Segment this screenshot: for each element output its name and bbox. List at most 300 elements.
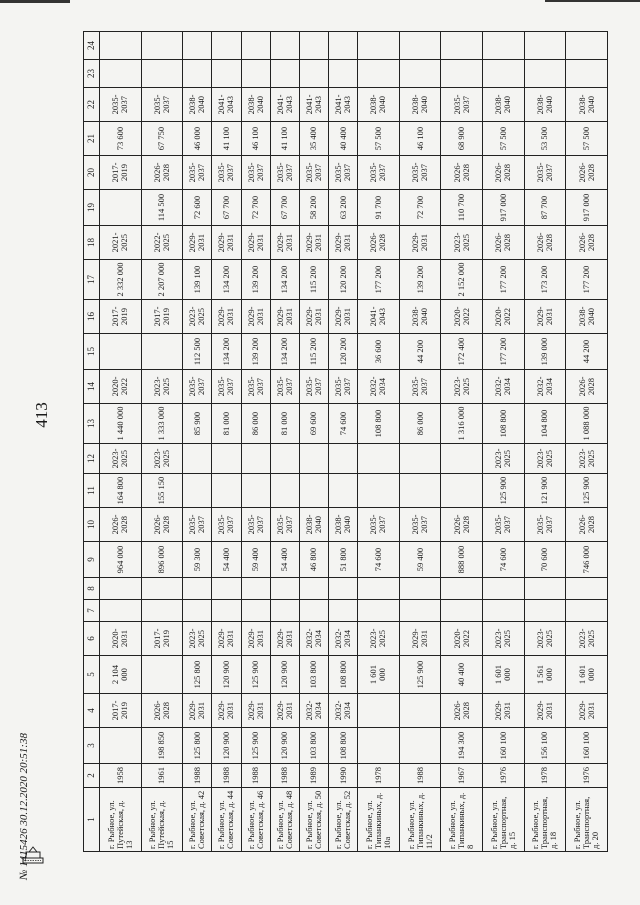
table-cell: 1988 (399, 764, 441, 788)
table-cell (524, 578, 566, 600)
table-cell: 120 900 (212, 728, 241, 764)
table-cell: 2035-2037 (328, 156, 357, 190)
table-cell: 1976 (482, 764, 524, 788)
table-cell (358, 600, 400, 622)
table-cell: 160 100 (566, 728, 608, 764)
table-cell: 2026-2028 (566, 226, 608, 260)
table-cell (358, 694, 400, 728)
table-cell: 888 000 (441, 542, 483, 578)
table-cell: 198 850 (141, 728, 183, 764)
table-cell (270, 600, 299, 622)
table-row (441, 32, 483, 852)
table-cell (524, 60, 566, 88)
table-cell: 44 200 (399, 334, 441, 370)
table-row (212, 32, 241, 852)
table-cell: 746 000 (566, 542, 608, 578)
table-cell (183, 32, 212, 60)
column-header: 1 (84, 788, 100, 852)
table-cell: 155 150 (141, 474, 183, 508)
table-cell: 2035-2037 (399, 370, 441, 404)
table-cell: 964 000 (100, 542, 142, 578)
table-cell: 2041-2043 (358, 300, 400, 334)
table-cell: 81 000 (270, 404, 299, 444)
table-cell: 2020-2031 (100, 622, 142, 656)
table-cell: 67 700 (270, 190, 299, 226)
table-cell: 2038-2040 (566, 300, 608, 334)
table-cell: 58 200 (299, 190, 328, 226)
table-cell: 917 000 (482, 190, 524, 226)
table-cell: 2020-2022 (441, 300, 483, 334)
table-cell (183, 474, 212, 508)
table-cell: 46 100 (241, 122, 270, 156)
table-row (270, 32, 299, 852)
table-cell: 120 900 (270, 728, 299, 764)
table-cell: 35 400 (299, 122, 328, 156)
table-cell: 114 500 (141, 190, 183, 226)
column-header: 16 (84, 300, 100, 334)
table-cell (241, 32, 270, 60)
table-cell (299, 32, 328, 60)
table-cell: 139 200 (399, 260, 441, 300)
table-cell: 1967 (441, 764, 483, 788)
table-cell: 2023-2025 (566, 444, 608, 474)
column-header: 9 (84, 542, 100, 578)
table-cell: 2035-2037 (270, 370, 299, 404)
column-header: 20 (84, 156, 100, 190)
table-cell: 2041-2043 (328, 88, 357, 122)
table-cell: 1 601 000 (566, 656, 608, 694)
table-cell (566, 600, 608, 622)
table-cell (441, 444, 483, 474)
table-cell: 125 900 (241, 656, 270, 694)
table-cell (183, 444, 212, 474)
address-cell: г. Рыбное, ул. Путейская, д. 13 (100, 788, 142, 852)
table-cell (241, 60, 270, 88)
column-header: 19 (84, 190, 100, 226)
table-cell: 194 300 (441, 728, 483, 764)
table-cell: 2026-2028 (141, 694, 183, 728)
column-header: 5 (84, 656, 100, 694)
table-cell: 2026-2028 (141, 156, 183, 190)
table-cell: 2023-2025 (482, 622, 524, 656)
table-cell: 67 700 (212, 190, 241, 226)
table-cell: 54 400 (212, 542, 241, 578)
table-cell (212, 444, 241, 474)
table-cell (358, 474, 400, 508)
table-cell: 2023-2025 (524, 444, 566, 474)
table-cell: 2029-2031 (328, 226, 357, 260)
table-cell: 139 100 (183, 260, 212, 300)
table-cell: 2023-2025 (141, 444, 183, 474)
table-cell: 2032-2034 (299, 622, 328, 656)
table-cell: 59 400 (399, 542, 441, 578)
table-cell (328, 474, 357, 508)
table-cell: 2026-2028 (141, 508, 183, 542)
table-cell: 177 200 (358, 260, 400, 300)
table-cell: 1 316 000 (441, 404, 483, 444)
table-cell: 104 800 (524, 404, 566, 444)
table-cell: 2 207 000 (141, 260, 183, 300)
table-cell: 1988 (212, 764, 241, 788)
table-cell: 1988 (241, 764, 270, 788)
table-cell (328, 578, 357, 600)
table-cell: 41 100 (270, 122, 299, 156)
table-cell: 2041-2043 (270, 88, 299, 122)
table-cell (241, 600, 270, 622)
table-cell: 120 900 (270, 656, 299, 694)
column-header: 23 (84, 60, 100, 88)
table-cell: 160 100 (482, 728, 524, 764)
table-cell: 2023-2025 (358, 622, 400, 656)
table-cell (100, 32, 142, 60)
address-cell: г. Рыбное, ул. Советская, д. 44 (212, 788, 241, 852)
column-header: 3 (84, 728, 100, 764)
table-cell: 2023-2025 (183, 300, 212, 334)
column-header: 21 (84, 122, 100, 156)
table-cell: 44 200 (566, 334, 608, 370)
table-cell: 134 200 (270, 260, 299, 300)
address-cell: г. Рыбное, ул. Типанкиных, д. 8 (441, 788, 483, 852)
table-cell: 68 900 (441, 122, 483, 156)
table-cell: 2035-2037 (241, 156, 270, 190)
column-header: 10 (84, 508, 100, 542)
table-cell: 2023-2025 (441, 370, 483, 404)
table-cell: 120 900 (212, 656, 241, 694)
table-cell (270, 60, 299, 88)
table-cell: 46 000 (183, 122, 212, 156)
table-row (241, 32, 270, 852)
table-cell: 2029-2031 (212, 622, 241, 656)
table-cell: 2035-2037 (141, 88, 183, 122)
table-cell (482, 600, 524, 622)
table-cell: 103 800 (299, 728, 328, 764)
table-row (524, 32, 566, 852)
table-cell: 139 200 (241, 334, 270, 370)
column-header: 11 (84, 474, 100, 508)
table-cell: 2035-2037 (328, 370, 357, 404)
table-cell: 2035-2037 (183, 370, 212, 404)
column-header: 14 (84, 370, 100, 404)
table-cell: 2035-2037 (212, 370, 241, 404)
table-cell: 2035-2037 (441, 88, 483, 122)
column-header: 7 (84, 600, 100, 622)
table-cell: 2035-2037 (270, 156, 299, 190)
table-cell: 2029-2031 (270, 300, 299, 334)
table-cell: 173 200 (524, 260, 566, 300)
table-row (482, 32, 524, 852)
page-number: 413 (32, 402, 51, 428)
table-cell: 1958 (100, 764, 142, 788)
table-cell (441, 60, 483, 88)
table-cell: 108 800 (328, 728, 357, 764)
table-cell (358, 32, 400, 60)
table-cell: 2029-2031 (183, 226, 212, 260)
table-cell: 74 600 (328, 404, 357, 444)
table-cell: 2038-2040 (299, 508, 328, 542)
table-cell: 917 000 (566, 190, 608, 226)
table-cell: 2029-2031 (299, 226, 328, 260)
table-cell (100, 728, 142, 764)
table-cell: 2029-2031 (270, 226, 299, 260)
table-cell: 2029-2031 (524, 300, 566, 334)
address-cell: г. Рыбное, ул. Типанкиных, д. 10а (358, 788, 400, 852)
table-cell (141, 334, 183, 370)
table-cell: 41 100 (212, 122, 241, 156)
table-cell: 112 500 (183, 334, 212, 370)
table-cell: 2023-2025 (566, 622, 608, 656)
table-cell: 2022-2025 (141, 226, 183, 260)
table-cell: 2035-2037 (212, 156, 241, 190)
table-cell (100, 600, 142, 622)
table-cell (299, 60, 328, 88)
table-cell: 2029-2031 (241, 622, 270, 656)
table-cell (270, 578, 299, 600)
table-cell: 2032-2034 (482, 370, 524, 404)
table-cell: 86 000 (241, 404, 270, 444)
table-cell (241, 578, 270, 600)
table-cell: 2023-2025 (183, 622, 212, 656)
address-cell: г. Рыбное, ул. Советская, д. 52 (328, 788, 357, 852)
table-row (183, 32, 212, 852)
table-cell (299, 444, 328, 474)
table-cell (183, 578, 212, 600)
table-cell: 115 200 (299, 334, 328, 370)
address-cell: г. Рыбное, ул. Типанкиных, д. 11/2 (399, 788, 441, 852)
table-cell: 86 000 (399, 404, 441, 444)
table-cell: 2035-2037 (299, 156, 328, 190)
table-cell: 177 200 (482, 334, 524, 370)
table-cell: 2021-2025 (100, 226, 142, 260)
table-cell: 2029-2031 (328, 300, 357, 334)
table-cell: 134 200 (212, 260, 241, 300)
table-cell: 59 300 (183, 542, 212, 578)
table-cell: 2029-2031 (241, 694, 270, 728)
table-cell (270, 474, 299, 508)
table-cell (524, 32, 566, 60)
table-row (141, 32, 183, 852)
table-row (566, 32, 608, 852)
table-cell: 2038-2040 (328, 508, 357, 542)
table-cell: 1976 (566, 764, 608, 788)
table-cell: 2026-2028 (566, 370, 608, 404)
table-cell: 2038-2040 (482, 88, 524, 122)
table-cell (183, 60, 212, 88)
table-row (100, 32, 142, 852)
table-cell: 2029-2031 (212, 226, 241, 260)
table-cell: 46 800 (299, 542, 328, 578)
table-cell: 1989 (299, 764, 328, 788)
table-cell: 2035-2037 (524, 156, 566, 190)
table-row (358, 32, 400, 852)
address-cell: г. Рыбное, ул. Советская, д. 42 (183, 788, 212, 852)
address-cell: г. Рыбное, ул. Транспортная, д. 15 (482, 788, 524, 852)
table-cell: 40 400 (441, 656, 483, 694)
table-cell: 108 800 (328, 656, 357, 694)
table-cell: 1978 (358, 764, 400, 788)
table-cell: 2032-2034 (328, 622, 357, 656)
table-cell: 85 900 (183, 404, 212, 444)
header-row (84, 32, 100, 852)
table-cell: 2032-2034 (299, 694, 328, 728)
table-cell: 1 601 000 (358, 656, 400, 694)
table-cell: 139 200 (241, 260, 270, 300)
table-cell (141, 578, 183, 600)
table-cell: 2020-2022 (100, 370, 142, 404)
table-cell: 2026-2028 (524, 226, 566, 260)
table-cell: 2029-2031 (399, 226, 441, 260)
table-cell: 2035-2037 (241, 508, 270, 542)
table-cell: 40 400 (328, 122, 357, 156)
table-cell (399, 578, 441, 600)
table-cell (482, 32, 524, 60)
table-cell: 2035-2037 (183, 508, 212, 542)
table-cell: 2023-2025 (524, 622, 566, 656)
column-header: 8 (84, 578, 100, 600)
table-cell: 2035-2037 (524, 508, 566, 542)
table-cell: 91 700 (358, 190, 400, 226)
table-cell: 139 000 (524, 334, 566, 370)
table-cell: 2017-2019 (141, 622, 183, 656)
table-cell (566, 32, 608, 60)
table-cell (100, 578, 142, 600)
table-cell: 2035-2037 (482, 508, 524, 542)
table-cell: 74 600 (482, 542, 524, 578)
table-cell (441, 600, 483, 622)
table-cell (270, 32, 299, 60)
table-cell: 73 600 (100, 122, 142, 156)
table-cell: 2017-2019 (100, 156, 142, 190)
column-header: 2 (84, 764, 100, 788)
table-cell: 2038-2040 (566, 88, 608, 122)
table-cell: 2020-2022 (441, 622, 483, 656)
table-cell: 1 088 000 (566, 404, 608, 444)
table-cell (399, 60, 441, 88)
table-row (399, 32, 441, 852)
table-cell: 74 600 (358, 542, 400, 578)
table-cell: 134 200 (270, 334, 299, 370)
column-header: 13 (84, 404, 100, 444)
table-cell: 2029-2031 (399, 622, 441, 656)
table-cell (482, 578, 524, 600)
table-cell: 1988 (270, 764, 299, 788)
table-cell (441, 474, 483, 508)
table-cell: 2035-2037 (212, 508, 241, 542)
table-cell: 2023-2025 (141, 370, 183, 404)
table-cell (399, 474, 441, 508)
table-cell (141, 600, 183, 622)
table-cell: 2026-2028 (100, 508, 142, 542)
table-cell: 2029-2031 (524, 694, 566, 728)
table-cell: 2035-2037 (241, 370, 270, 404)
table-cell (358, 60, 400, 88)
table-cell: 108 800 (358, 404, 400, 444)
data-table-container (83, 32, 608, 852)
table-cell: 57 500 (482, 122, 524, 156)
table-cell: 2029-2031 (183, 694, 212, 728)
column-header: 15 (84, 334, 100, 370)
table-cell: 2032-2034 (358, 370, 400, 404)
table-cell (212, 60, 241, 88)
address-cell: г. Рыбное, ул. Транспортная, д. 20 (566, 788, 608, 852)
table-cell (299, 474, 328, 508)
table-cell: 172 400 (441, 334, 483, 370)
table-cell: 2023-2025 (100, 444, 142, 474)
table-cell: 2035-2037 (183, 156, 212, 190)
table-cell: 70 600 (524, 542, 566, 578)
table-cell: 134 200 (212, 334, 241, 370)
table-cell: 36 600 (358, 334, 400, 370)
address-cell: г. Рыбное, ул. Транспортная, д. 18 (524, 788, 566, 852)
table-cell: 2023-2025 (441, 226, 483, 260)
table-cell: 1 333 000 (141, 404, 183, 444)
table-cell: 2026-2028 (566, 156, 608, 190)
table-cell: 2041-2043 (212, 88, 241, 122)
table-cell: 125 800 (183, 728, 212, 764)
column-header: 6 (84, 622, 100, 656)
table-cell: 2035-2037 (399, 156, 441, 190)
table-cell: 2 104 000 (100, 656, 142, 694)
table-cell (441, 578, 483, 600)
table-cell: 72 700 (399, 190, 441, 226)
table-cell: 2035-2037 (100, 88, 142, 122)
table-cell: 51 800 (328, 542, 357, 578)
footer-stamp: № 1415426 30.12.2020 20:51:38 (18, 733, 30, 880)
table-cell: 2026-2028 (566, 508, 608, 542)
table-cell: 2020-2022 (482, 300, 524, 334)
table-cell: 2026-2028 (482, 226, 524, 260)
table-cell: 125 900 (399, 656, 441, 694)
table-cell: 115 200 (299, 260, 328, 300)
scan-edge-mark (545, 0, 640, 2)
table-cell: 2032-2034 (524, 370, 566, 404)
table-cell (299, 600, 328, 622)
table-cell: 2026-2028 (482, 156, 524, 190)
table-cell: 2029-2031 (212, 694, 241, 728)
table-cell (328, 600, 357, 622)
table-cell: 125 900 (241, 728, 270, 764)
address-cell: г. Рыбное, ул. Советская, д. 46 (241, 788, 270, 852)
table-cell: 2038-2040 (524, 88, 566, 122)
table-cell: 120 200 (328, 260, 357, 300)
table-cell: 896 000 (141, 542, 183, 578)
table-cell: 2035-2037 (399, 508, 441, 542)
table-cell (299, 578, 328, 600)
table-cell: 2029-2031 (482, 694, 524, 728)
table-cell (328, 444, 357, 474)
table-cell (141, 60, 183, 88)
table-cell (399, 32, 441, 60)
table-cell: 53 500 (524, 122, 566, 156)
table-cell: 108 800 (482, 404, 524, 444)
table-cell (212, 474, 241, 508)
table-cell: 2029-2031 (270, 694, 299, 728)
table-cell: 1 440 000 (100, 404, 142, 444)
table-cell: 103 800 (299, 656, 328, 694)
table-cell: 2029-2031 (241, 300, 270, 334)
table-cell: 46 100 (399, 122, 441, 156)
table-row (328, 32, 357, 852)
table-cell (328, 32, 357, 60)
table-cell: 125 900 (482, 474, 524, 508)
column-header: 4 (84, 694, 100, 728)
table-cell: 2041-2043 (299, 88, 328, 122)
table-cell: 59 400 (241, 542, 270, 578)
table-cell: 63 200 (328, 190, 357, 226)
table-cell: 54 400 (270, 542, 299, 578)
table-cell: 2032-2034 (328, 694, 357, 728)
table-cell: 2038-2040 (399, 88, 441, 122)
table-cell (141, 656, 183, 694)
